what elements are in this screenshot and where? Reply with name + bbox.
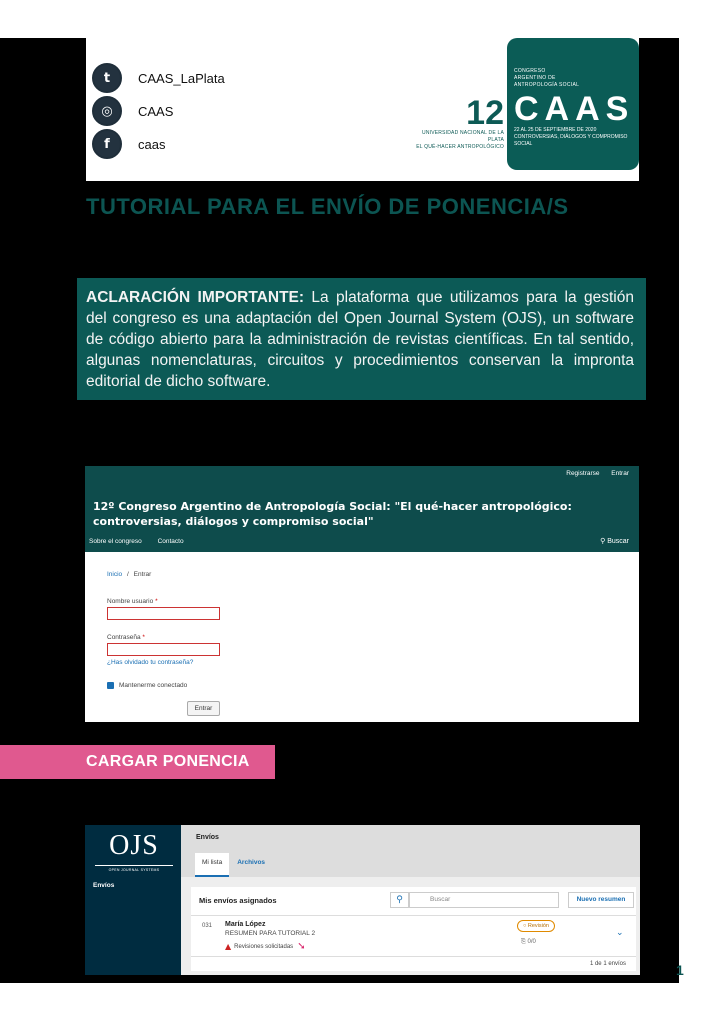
note-heading: ACLARACIÓN IMPORTANTE: [86, 289, 305, 306]
required-mark: * [142, 634, 145, 641]
revisions-warning [225, 941, 306, 952]
logo-caas: CAAS [514, 90, 635, 128]
main-menu [89, 538, 198, 545]
login-link[interactable]: Entrar [611, 470, 629, 477]
twitter-icon: t [92, 63, 122, 93]
new-submission-button[interactable]: Nuevo resumen [568, 892, 634, 908]
dashboard-title: Envíos [196, 834, 219, 841]
submissions-panel [191, 887, 636, 971]
tabs [195, 853, 273, 877]
dashboard-main [181, 877, 640, 975]
section-label: CARGAR PONENCIA [0, 745, 275, 779]
important-note [77, 278, 646, 400]
files-count [521, 938, 536, 946]
chevron-down-icon[interactable]: ⌄ [616, 928, 624, 938]
username-field[interactable] [107, 607, 220, 620]
social-label: CAAS_LaPlata [138, 70, 225, 86]
page-title: TUTORIAL PARA EL ENVÍO DE PONENCIA/S [86, 194, 569, 219]
cursor-arrow-icon: ➘ [297, 941, 306, 952]
tab-archive[interactable]: Archivos [237, 859, 266, 866]
ojs-logo: OJS [109, 830, 159, 861]
search-icon[interactable]: ⚲ [390, 892, 409, 908]
page-number: 1 [676, 962, 684, 978]
login-screenshot [85, 466, 639, 722]
remember-checkbox[interactable] [107, 682, 114, 689]
caas-logo-number [412, 96, 504, 151]
social-label: caas [138, 136, 166, 152]
user-nav [556, 470, 629, 477]
logo-motto: EL QUÉ-HACER ANTROPOLÓGICO [416, 144, 504, 150]
password-label-text: Contraseña [107, 634, 141, 641]
pagination: 1 de 1 envíos [589, 961, 626, 967]
submission-title: RESUMEN PARA TUTORIAL 2 [225, 930, 316, 937]
search-input[interactable]: Buscar [409, 892, 559, 908]
congress-title: 12º Congreso Argentino de Antropología Social: "El qué-hacer antropológico: controversias, diálogos y compromiso social" [93, 500, 572, 528]
password-field[interactable] [107, 643, 220, 656]
note-text: La plataforma que utilizamos para la gestión del congreso es una adaptación del Open Journal System (OJS), un software de código abierto para la administración de revistas científicas. En tal sentido, algunas nomenclaturas, circuitos y procedimientos conservan la impronta editorial de dicho software. [86, 289, 634, 390]
facebook-icon: f [92, 129, 122, 159]
social-facebook[interactable] [92, 129, 165, 159]
search-link[interactable] [600, 537, 629, 545]
stage-badge [517, 920, 555, 932]
dashboard-header [181, 825, 640, 877]
sidebar-item-envios[interactable]: Envíos [93, 882, 115, 889]
register-link[interactable]: Registrarse [566, 470, 600, 477]
submission-id: 031 [202, 923, 213, 929]
sidebar [85, 825, 181, 975]
remember-label: Mantenerme conectado [119, 682, 188, 689]
stage-label: Revisión [527, 923, 549, 929]
logo-number: 12 [466, 94, 504, 132]
menu-contact[interactable]: Contacto [157, 538, 184, 545]
stage-dot-icon: ○ [523, 923, 527, 929]
tab-my-list[interactable]: Mi lista [195, 853, 229, 877]
dashboard-screenshot [85, 825, 640, 975]
remember-me[interactable] [107, 682, 187, 689]
logo-date: 22 AL 25 DE SEPTIEMBRE DE 2020 [514, 127, 597, 133]
username-label-text: Nombre usuario [107, 598, 154, 605]
password-label [107, 634, 145, 641]
file-icon: ⎘ [521, 938, 526, 945]
ojs-logo-subtitle: OPEN JOURNAL SYSTEMS [95, 865, 173, 872]
required-mark: * [155, 598, 158, 605]
panel-title: Mis envíos asignados [199, 896, 277, 905]
logo-tagline: CONTROVERSIAS, DIÁLOGOS Y COMPROMISO SOCIAL [514, 134, 628, 147]
social-twitter[interactable] [92, 63, 225, 93]
logo-line: ARGENTINO DE [514, 75, 556, 81]
search-label: Buscar [607, 538, 629, 545]
forgot-password-link[interactable]: ¿Has olvidado tu contraseña? [107, 659, 194, 666]
table-row[interactable] [191, 915, 636, 957]
logo-university: UNIVERSIDAD NACIONAL DE LA PLATA [422, 130, 504, 143]
caas-logo-box [507, 38, 639, 170]
submission-author: María López [225, 921, 266, 928]
username-label [107, 598, 158, 605]
breadcrumb [107, 571, 151, 578]
warning-text: Revisiones solicitadas [234, 943, 294, 950]
instagram-icon: ◎ [92, 96, 122, 126]
login-header [85, 466, 639, 552]
menu-about[interactable]: Sobre el congreso [89, 538, 142, 545]
breadcrumb-current: Entrar [133, 571, 152, 578]
social-instagram[interactable] [92, 96, 173, 126]
login-form [85, 552, 639, 722]
files-count-label: 0/0 [527, 939, 536, 945]
logo-line: ANTROPOLOGÍA SOCIAL [514, 82, 580, 88]
breadcrumb-home[interactable]: Inicio [107, 571, 123, 578]
breadcrumb-separator: / [127, 571, 129, 578]
logo-line: CONGRESO [514, 68, 546, 74]
warning-icon: ▲ [225, 942, 232, 951]
search-icon: ⚲ [600, 537, 606, 545]
login-button[interactable]: Entrar [187, 701, 220, 716]
social-label: CAAS [138, 103, 174, 119]
